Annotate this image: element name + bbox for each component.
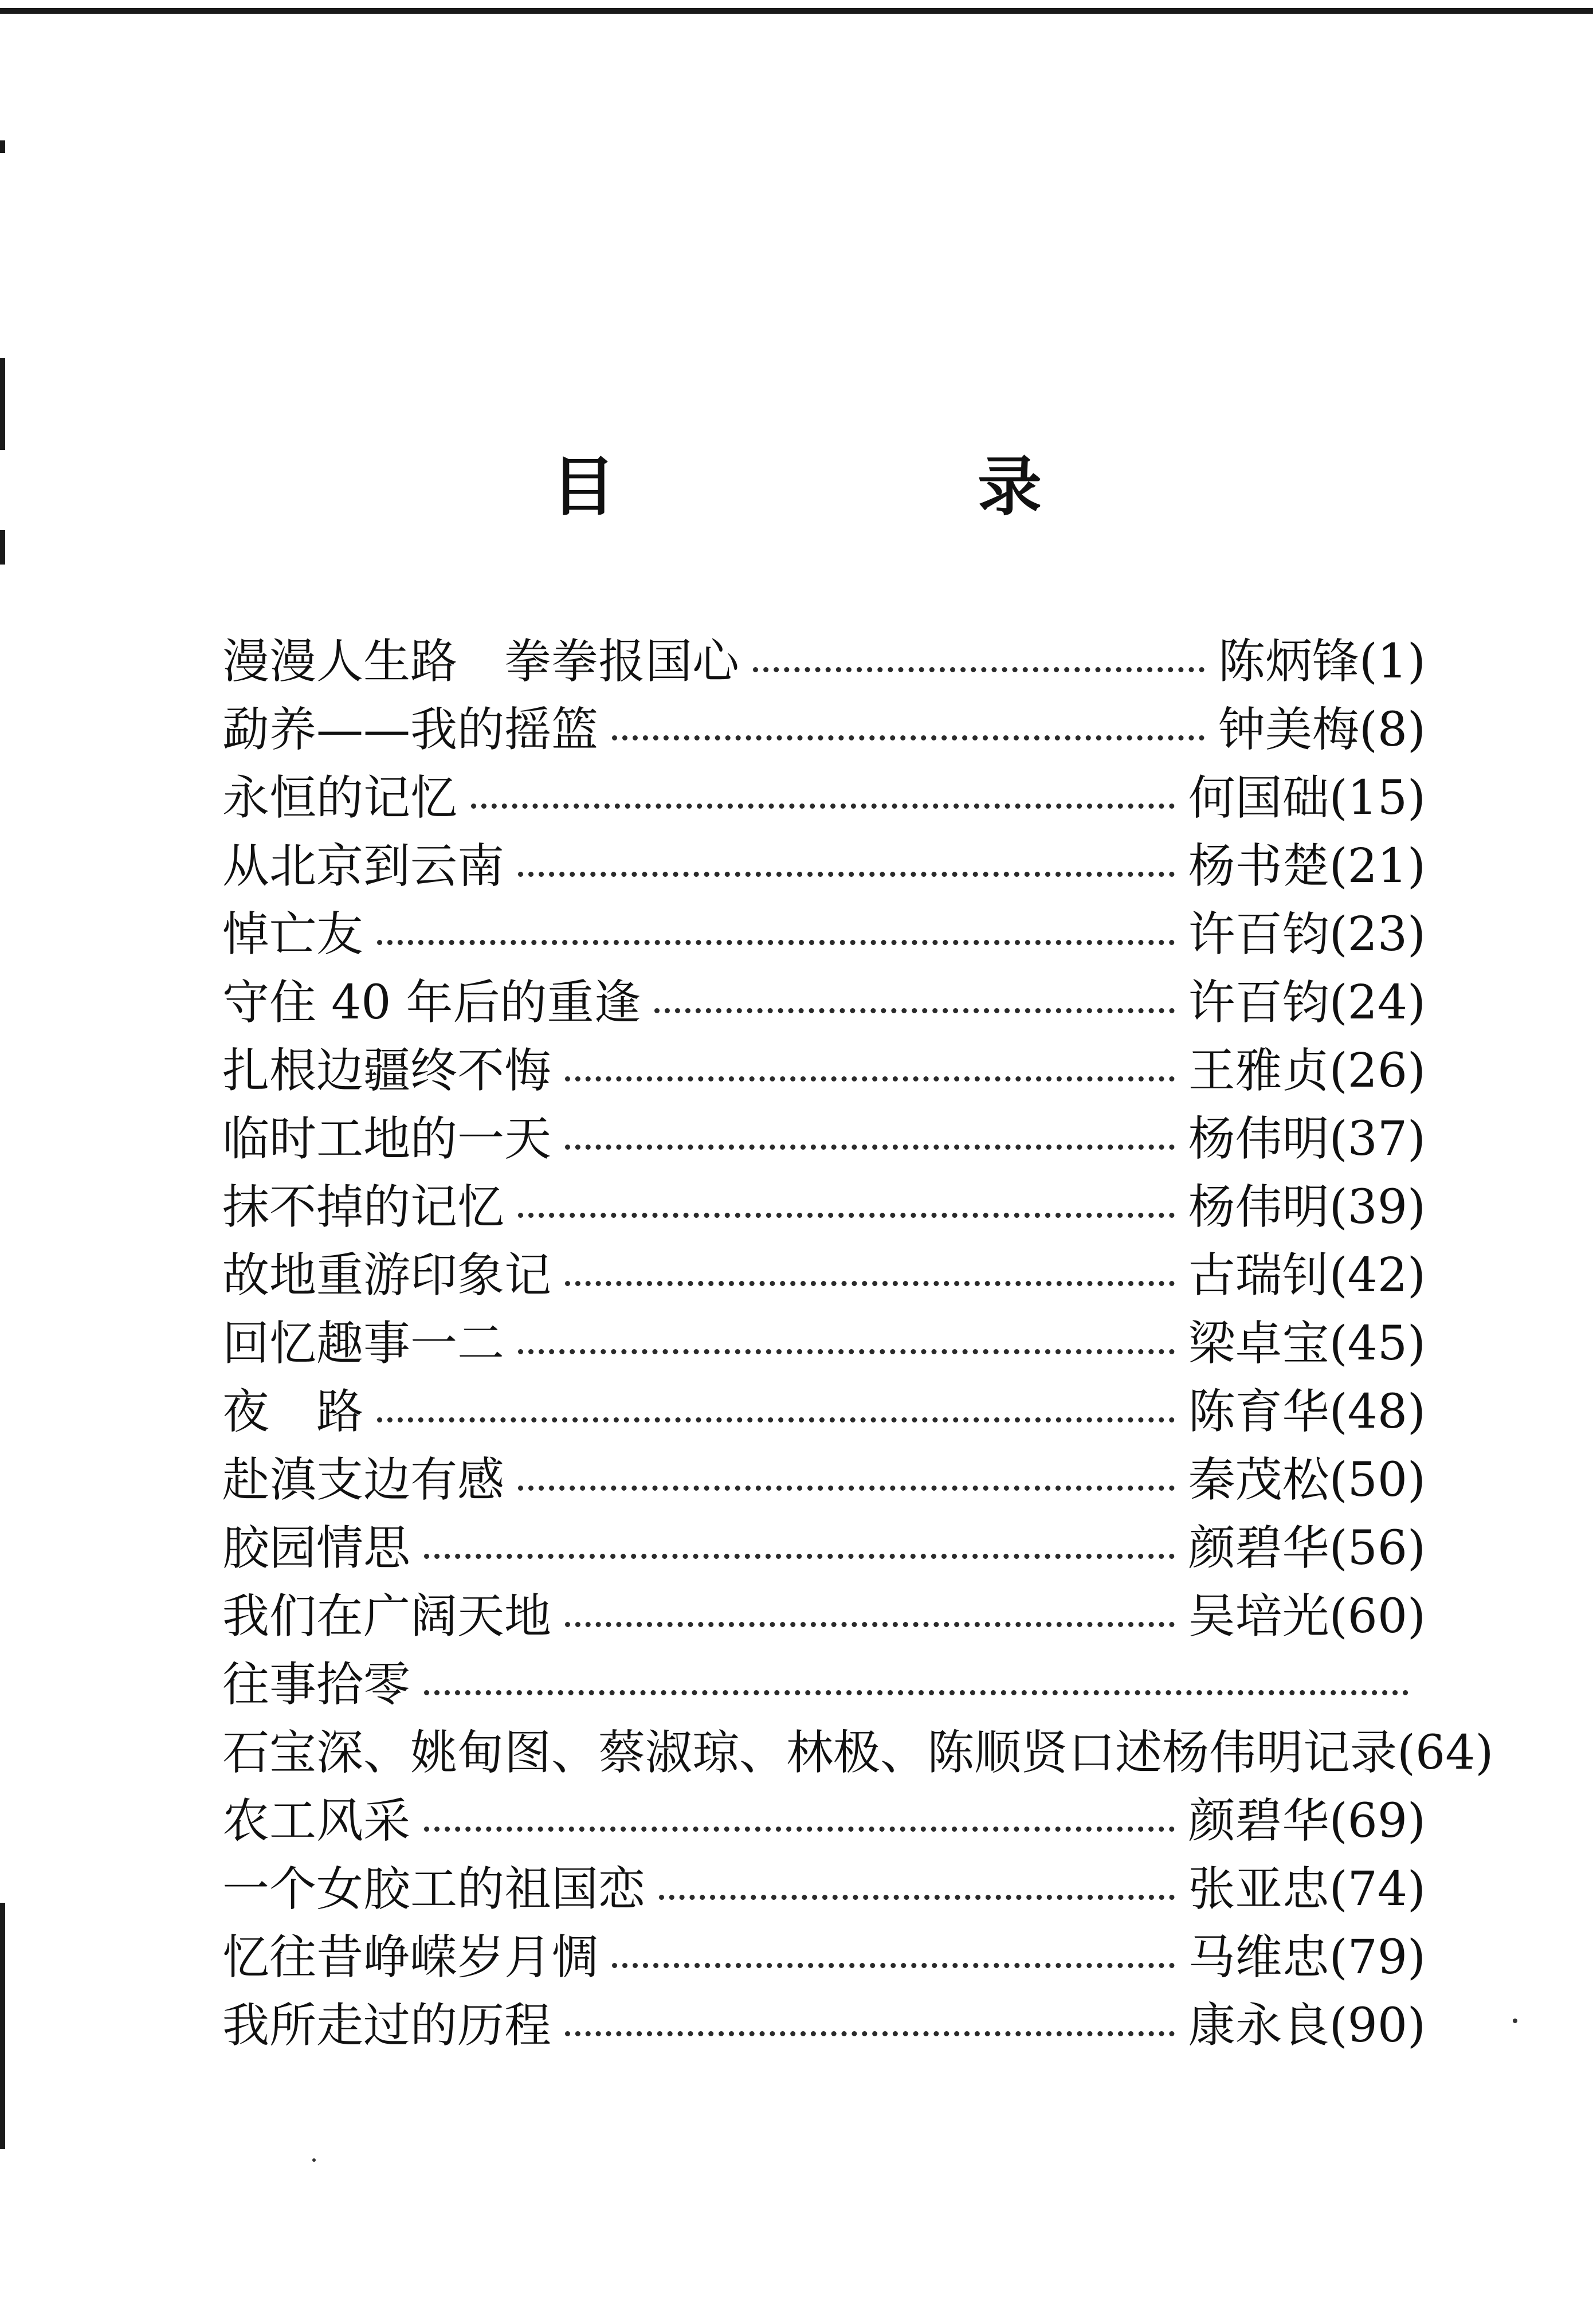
entry-page-number: (8) (1359, 703, 1426, 757)
entry-page-number: (26) (1329, 1044, 1426, 1098)
entry-title: 我所走过的历程 (222, 1998, 552, 2053)
entry-author: 古瑞钊 (1188, 1248, 1329, 1303)
entry-title: 农工风采 (222, 1794, 411, 1848)
scan-edge-mark (0, 530, 5, 565)
entry-page-number: (1) (1359, 634, 1426, 689)
entry-title: 赴滇支边有感 (222, 1453, 505, 1507)
toc-entry[interactable] (222, 1514, 1426, 1582)
dot-leader (518, 872, 1175, 877)
dot-leader (377, 1417, 1175, 1422)
entry-title: 忆往昔峥嵘岁月惆 (222, 1930, 599, 1985)
entry-title: 悼亡友 (222, 907, 364, 962)
scan-edge-mark (0, 1903, 5, 2149)
entry-author: 钟美梅 (1218, 703, 1359, 757)
entry-author: 王雅贞 (1188, 1044, 1329, 1098)
entry-page-number: (50) (1329, 1453, 1426, 1507)
entry-title: 故地重游印象记 (222, 1248, 552, 1303)
dot-leader (612, 735, 1204, 740)
entry-title: 勐养——我的摇篮 (222, 703, 599, 757)
entry-page-number: (37) (1329, 1112, 1426, 1166)
entry-page-number: (42) (1329, 1248, 1426, 1303)
entry-title: 我们在广阔天地 (222, 1589, 552, 1644)
toc-entry-multiline[interactable] (222, 1651, 1426, 1719)
entry-title: 一个女胶工的祖国恋 (222, 1862, 646, 1917)
entry-title: 守住 40 年后的重逢 (222, 975, 641, 1030)
toc-entry[interactable] (222, 1923, 1426, 1992)
dot-leader (565, 1076, 1175, 1081)
dot-leader (377, 940, 1175, 945)
dot-leader (518, 1349, 1175, 1354)
toc-entry[interactable] (222, 1582, 1426, 1651)
toc-entry[interactable] (222, 1855, 1426, 1923)
dot-leader (424, 1827, 1175, 1832)
dot-leader (612, 1963, 1175, 1968)
toc-entry[interactable] (222, 1105, 1426, 1173)
entry-author: 马维忠 (1188, 1930, 1329, 1985)
entry-author: 颜碧华 (1188, 1521, 1329, 1576)
toc-entry[interactable] (222, 1378, 1426, 1446)
dot-leader (518, 1213, 1175, 1218)
entry-author: 许百钧 (1188, 975, 1329, 1030)
entry-page-number: (56) (1329, 1521, 1426, 1576)
entry-title: 胶园情思 (222, 1521, 411, 1576)
entry-author: 秦茂松 (1188, 1453, 1329, 1507)
entry-page-number: (74) (1329, 1862, 1426, 1917)
dot-leader (565, 2031, 1175, 2036)
toc-entry-multiline-continuation[interactable] (222, 1719, 1494, 1787)
entry-title: 漫漫人生路 拳拳报国心 (222, 634, 740, 689)
entry-author: 杨伟明 (1188, 1112, 1329, 1166)
entry-page-number: (69) (1329, 1794, 1426, 1848)
scan-edge-mark (0, 358, 5, 450)
entry-author: 颜碧华 (1188, 1794, 1329, 1848)
entry-page-number: (79) (1329, 1930, 1426, 1985)
entry-author: 许百钧 (1188, 907, 1329, 962)
entry-page-number: (64) (1397, 1726, 1494, 1780)
entry-author: 陈炳锋 (1218, 634, 1359, 689)
entry-author: 杨书楚 (1188, 839, 1329, 893)
entry-title: 往事拾零 (222, 1657, 411, 1712)
entry-title: 夜 路 (222, 1385, 364, 1439)
entry-title: 回忆趣事一二 (222, 1316, 505, 1371)
entry-title: 抹不掉的记忆 (222, 1180, 505, 1234)
scan-speck (312, 2158, 316, 2162)
entry-page-number: (45) (1329, 1316, 1426, 1371)
dot-leader (654, 1008, 1174, 1013)
toc-entry[interactable] (222, 1173, 1426, 1241)
dot-leader (753, 667, 1204, 672)
entry-author: 陈育华 (1188, 1385, 1329, 1439)
entry-page-number: (48) (1329, 1385, 1426, 1439)
dot-leader (424, 1690, 1408, 1695)
entry-author: 何国础 (1188, 771, 1329, 825)
dot-leader (424, 1554, 1175, 1559)
entry-title: 扎根边疆终不悔 (222, 1044, 552, 1098)
entry-page-number: (23) (1329, 907, 1426, 962)
dot-leader (471, 804, 1175, 809)
toc-entry[interactable] (222, 1992, 1426, 2060)
toc-entry[interactable] (222, 1446, 1426, 1514)
dot-leader (518, 1486, 1175, 1491)
table-of-contents (222, 628, 1494, 2060)
entry-page-number: (90) (1329, 1998, 1426, 2053)
entry-page-number: (15) (1329, 771, 1426, 825)
toc-entry[interactable] (222, 1241, 1426, 1310)
entry-author: 梁卓宝 (1188, 1316, 1329, 1371)
dot-leader (565, 1622, 1175, 1627)
entry-author: 康永良 (1188, 1998, 1329, 2053)
dot-leader (565, 1145, 1175, 1150)
entry-author: 吴培光 (1188, 1589, 1329, 1644)
toc-entry[interactable] (222, 764, 1426, 832)
toc-entry[interactable] (222, 1310, 1426, 1378)
entry-page-number: (21) (1329, 839, 1426, 893)
entry-author: 杨伟明记录 (1162, 1726, 1398, 1780)
dot-leader (565, 1281, 1175, 1286)
dot-leader (659, 1895, 1175, 1900)
entry-title: 永恒的记忆 (222, 771, 458, 825)
entry-author: 杨伟明 (1188, 1180, 1329, 1234)
entry-page-number: (60) (1329, 1589, 1426, 1644)
toc-entry[interactable] (222, 900, 1426, 969)
toc-entry[interactable] (222, 1037, 1426, 1105)
toc-entry[interactable] (222, 969, 1426, 1037)
entry-narrators: 石宝深、姚甸图、蔡淑琼、林极、陈顺贤口述 (222, 1726, 1163, 1780)
entry-page-number: (39) (1329, 1180, 1426, 1234)
scan-top-rule (0, 8, 1593, 14)
toc-entry[interactable] (222, 832, 1426, 900)
scan-edge-mark (0, 140, 5, 153)
toc-entry[interactable] (222, 628, 1426, 696)
entry-page-number: (24) (1329, 975, 1426, 1030)
scan-speck (1513, 2019, 1517, 2023)
entry-author: 张亚忠 (1188, 1862, 1329, 1917)
entry-title: 从北京到云南 (222, 839, 505, 893)
page-title: 目 录 (551, 450, 1191, 524)
toc-entry[interactable] (222, 696, 1426, 764)
toc-entry[interactable] (222, 1787, 1426, 1855)
entry-title: 临时工地的一天 (222, 1112, 552, 1166)
